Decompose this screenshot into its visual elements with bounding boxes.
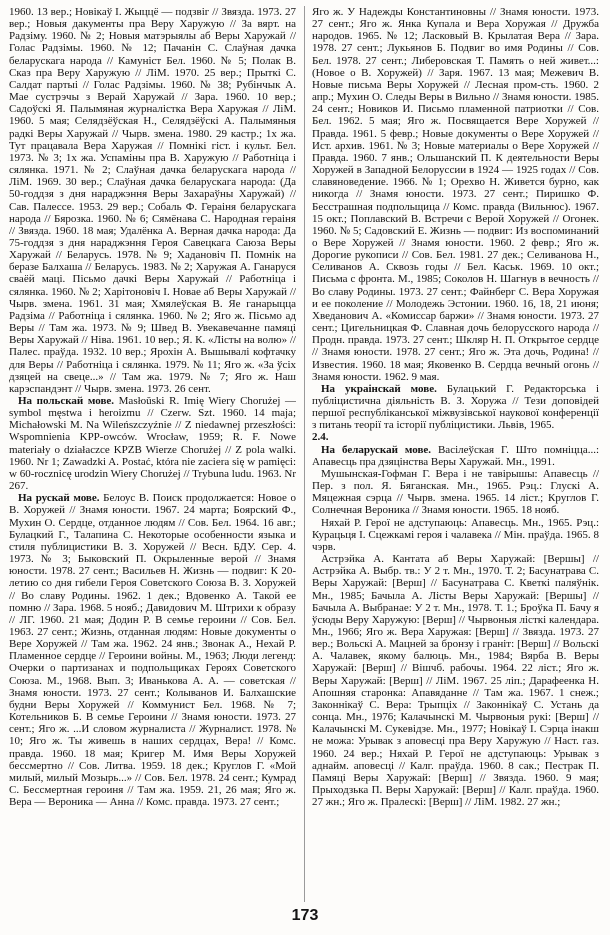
left-text-column (9, 6, 296, 906)
bibliography-entry: Яго ж. У Надежды Константиновны // Знамя юности. 1973. 27 сент.; Яго ж. Янка Купала и Вера Хоружая // Дружба народов. 1965. № 12; Ласковый В. Крылатая Вера // Зара. 1978. 27 сент.; Лукьянов Б. Подвиг во имя Родины // Сов. Бел. 1978. 27 сент.; Либеровская Т. Память о ней живет...: (Новое о В. Хоружей) // Заря. 1967. 13 мая; Межевич В. Новые письма Веры Хоружей // Лесная пром-сть. 1960. 2 апр.; Мухин О. Следы Веры в Вильно // Знамя юности. 1985. 24 сент.; Новиков И. Письмо пламенной патриотки // Сов. Бел. 1962. 5 мая; Яго ж. Посвящается Вере Хоружей // Правда. 1961. 5 февр.; Новые документы о Вере Хоружей // Ист. архив. 1961. № 3; Новые материалы о Вере Хоружей // Правда. 1960. 7 янв.; Ольшанский П. К деятельности Веры Хоружей в Западной Белоруссии в 1924 — 1925 годах // Сов. славяноведение. 1966. № 1; Орехво Н. Живется бурно, как никогда // Знамя юности. 1973. 27 сент.; Пиришко Ф. Бесстрашная подпольщица // Комс. правда (Вильнюс). 1967. 15 окт.; Поплавский В. Встречи с Верой Хоружей // Огонек. 1960. № 5; Садовский Е. Жизнь — подвиг: Из воспоминаний о Вере Хоружей // Знамя юности. 1960. 2 февр.; Яго ж. Дорогие рукописи // Сов. Бел. 1981. 27 дек.; Селиванова Н., Селиванов А. Сквозь годы // Бел. Каськ. 1969. 10 окт.; Письма с фронта. М., 1985; Соколов Н. Шагнув в вечность // Во славу Родины. 1973. 27 сент.; Файнберг С. Вера Хоружая и ее поколение // Молодежь Эстонии. 1960. 16, 18, 21 июня; Хведанович А. «Комиссар баржи» // Знамя юности. 1973. 27 сент.; Цигельницкая Ф. Славная дочь белорусского народа // Продн. правда. 1973. 27 сент.; Шкляр Н. П. Открытое сердце // Знамя юности. 1978. 27 сент.; Яго ж. Эта дочь, Родина! // Известия. 1960. 18 мая; Яковенко В. Сердца вечный огонь // Знамя юности. 1962. 9 мая. (312, 6, 599, 383)
section-number: 2.4. (312, 431, 329, 444)
bibliography-entry (312, 444, 599, 468)
bibliography-entry (312, 383, 599, 432)
language-heading: На беларускай мове. (321, 443, 432, 456)
entry-text: Белоус В. Поиск продолжается: Новое о В. Хоружей // Знамя юности. 1967. 24 марта; Боярский Ф., Мухин О. Сердце, отданное людям // Сов. Бел. 1964. 16 авг.; Булацкий Г., Талапина С. Некоторые особенности языка и стиля публицистики В. З. Хоружей // Весн. БДУ. Сер. 4. 1973. № 3; Быковский П. Окрыленные верой // Знамя юности. 1978. 27 сент.; Васильев Н. Жизнь — подвиг: К 20-летию со дня гибели Героя Советского Союза В. З. Хоружей // Во славу Родины. 1962. 1 дек.; Вдовенко А. Такой ее помню // Зара. 1968. 5 нояб.; Давидович М. Штрихи к образу // ЛГ. 1960. 21 мая; Додин Р. В семье героини // Сов. Бел. 1963. 27 сент.; Жизнь, отданная людям: Новые документы о Вере Хоружей // Там жа. 1962. 24 янв.; Звонак А., Нехай Р. Пламенное сердце // Героини войны. М., 1963; Люди легенд: Очерки о партизанах и подпольщиках Героях Советского Союза. М., 1968. Вып. 3; Иванькова А. А. — советская // Знамя юности. 1973. 27 сент.; Колыванов И. Балхашские будни Веры Хоружей // Коммунист Бел. 1968. № 7; Котельников Б. В семье Героини // Знамя юности. 1973. 27 сент.; Яго ж. ...И словом журналиста // Журналист. 1978. № 10; Яго ж. Ты живешь в наших сердцах, Вера! // Комс. правда. 1960. 18 мая; Кригер М. Имя Веры Хоружей бессмертно // Сов. Литва. 1959. 18 дек.; Круглов Г. «Мой милый, милый Мозырь...» // Сов. Бел. 1978. 24 сент.; Кумрад С. Бессмертная героиня // Там жа. 1959. 21, 26 мая; Яго ж. Вера — Вероника — Анна // Комс. правда. 1973. 27 сент.; (9, 492, 296, 809)
bibliography-entry: Няхай Р. Герої не адступаюць: Апавесць. Мн., 1965. Рэц.: Курацьця І. Сцежкамі героя і чалавека // Мін. праўда. 1965. 8 чэрв. (312, 516, 599, 553)
language-heading: На рускай мове. (18, 492, 100, 505)
entry-text: Васілеўская Г. Што помніцца...: Апавесць пра дзяцінства Веры Харужай. Мн., 1991. (312, 443, 599, 468)
bibliography-entry: Астрэйка А. Кантата аб Веры Харужай: [Вершы] // Астрэйка А. Выбр. тв.: У 2 т. Мн., 1970. Т. 2; Басунатрава С. Веры Харужай: [Верш] // Басунатрава С. Кветкі паляўнік. Мн., 1985; Бачыла А. Лісты Веры Харужай: [Вершы] // Бачыла А. Выбранае: У 2 т. Мн., 1978. Т. 1.; Броўка П. Бачу я ўсюды Веру Харужую: [Верш] // Чырвоныя лісткі календара. Мн., 1966; Яго ж. Вера Харужая: [Верш] // Звязда. 1973. 27 вер.; Вольскі А. Мацней за бронзу і граніт: [Верш] // Вольскі А. Чалавек, якому балюць. Мн., 1984; Вярба В. Веры Харужай: [Верш] // Вішчб. рабочы. 1964. 22 ліст.; Яго ж. Веры Харужай: [Верш] // ЛіМ. 1967. 25 ліп.; Дарафеенка Н. Апошняя старонка: Апавяданне // Там жа. 1967. 1 снеж.; Законнікаў С. Вера: Трыпціх // Законнікаў С. Устань да сонца. Мн., 1976; Калачынскі М. Чырвоныя рукі: [Верш] // Калачынскі М. Сукевідзе. Мн., 1977; Новікаў І. Сэрца інакш не можа: Урывак з аповесці пра Веру Харужую // Наст. газ. 1960. 24 вер.; Няхай Р. Герої не адступаюць: Урывак з аднайм. аповесці // Калг. праўда. 1960. 8 сак.; Пестрак П. Памяці Веры Харужай: [Верш] // Звязда. 1960. 9 мая; Прыходзька П. Веры Харужай: [Верш] // Калг. праўда. 1960. 27 жн.; Яго ж. Пралескі: [Верш] // ЛіМ. 1982. 27 жн.; (312, 553, 599, 809)
bibliography-entry (9, 492, 296, 808)
bibliography-entry (9, 395, 296, 492)
right-text-column (312, 6, 599, 906)
page-number: 173 (291, 907, 319, 924)
language-heading: На польскай мове. (18, 395, 115, 407)
entry-text: Masłoŭski R. Imię Wiery Chorużej — symbol męstwa i heroizmu // Czerw. Szt. 1960. 14 maja; Michałowski M. Na Wileńszczyźnie // Z niedawnej przeszłości: Wspomnienia KPP-owców. Wrocław, 1959; R. F. Nowe materiały o działaczce KPZB Wierze Chorużej // Z pola walki. 1960. Nr 1; Zawadzki A. Postać, która nie zaciera się w pamięci: w 60-rocznicę urodzin Wiery Chorużej // Trybuna ludu. 1963. Nr 267. (9, 395, 296, 493)
entry-text: Булацький Г. Редакторська і публіцистична діяльність В. З. Хоружа // Тези доповідей першої республіканської міжвузівської наукової конференції з питань теорії та історії публіцистики. Львів, 1965. (312, 382, 599, 432)
language-heading: На украінскай мове. (321, 382, 437, 395)
bibliography-entry: Мушынская-Гофман Г. Вера і не тавірышы: Апавесць // Пер. з пол. Я. Бяганская. Мн., 1965. Рэц.: Глускі А. Мяцежная сэрца // Чырв. змена. 1965. 14 ліст.; Круглов Г. Солнечная Вероника // Знамя юности. 1965. 18 нояб. (312, 467, 599, 517)
bibliography-entry: 1960. 13 вер.; Новікаў І. Жыццё — подзвіг // Звязда. 1973. 27 вер.; Новыя дакументы пра Веру Харужую // За вярт. на Радзіму. 1960. № 2; Новыя матэрыялы аб Веры Харужай // Голас Радзімы. 1960. № 12; Пачанін С. Слаўная дачка беларускага народа // Камуніст Бел. 1960. № 5; Полак В. Сказ пра Веру Харужую // ЛіМ. 1970. 25 вер.; Прыткі С. Салдат партыі // Голас Радзімы. 1960. № 38; Рубінчык А. Мае сустрэчы з Верай Харужай // Зара. 1960. 10 вер.; Садоўскі Я. Палымяная журналістка Вера Харужая // ЛіМ. 1960. 5 мая; Селядзёўская Н., Селядзёўскі А. Палымяныя радкі Веры Харужай // Чырв. змена. 1980. 29 кастр.; 1х жа. Тут працавала Вера Харужая // Помнікі гіст. і культ. Бел. 1973. № 3; 1х жа. Успаміны пра В. Харужую // Работніца і сялянка. 1971. № 2; Слаўная дачка беларускага народа // ЛіМ. 1969. 30 вер.; Слаўная дачка беларускага народа: (Да 50-годдзя з дня нараджэння Веры Захараўны Харужай) // Сав. Палессе. 1953. 29 вер.; Собаль Ф. Гераіня беларускага народа // Бярозка. 1960. № 6; Сямёнава С. Народная гераіня // Звязда. 1960. 18 мая; Удалёнка А. Верная дачка народа: Да 75-годдзя з дня нараджэння Героя Савецкага Саюза Веры Харужай // Беларусь. 1978. № 9; Хадановіч П. Помнік на беразе Балхаша // Беларусь. 1983. № 2; Харужая А. Ганаруся сваёй маці. Пісьмо дачкі Веры Харужай // Работніца і сялянка. 1960. № 2; Харітоновіч І. Новае аб Веры Харужай // Чырв. змена. 1961. 31 мая; Хмялеўская В. Яе ганарыцца Радзіма // Работніца і сялянка. 1960. № 2; Яго ж. Пісьмо ад Веры // Там жа. 1973. № 9; Швед В. Увекавечанне памяці Веры Харужай // Ніва. 1961. 10 вер.; Я. К. «Лісты на волю» // Палес. праўда. 1932. 10 вер.; Ярохін А. Вышывалі кофтачку для Веры // Работніца і сялянка. 1979. № 11; Яго ж. «За ўсіх дзяцей на свеце...» // Там жа. 1979. № 7; Яго ж. Наш карэспандэнт // Чырв. змена. 1973. 26 сент. (9, 6, 296, 395)
column-divider (304, 6, 305, 902)
